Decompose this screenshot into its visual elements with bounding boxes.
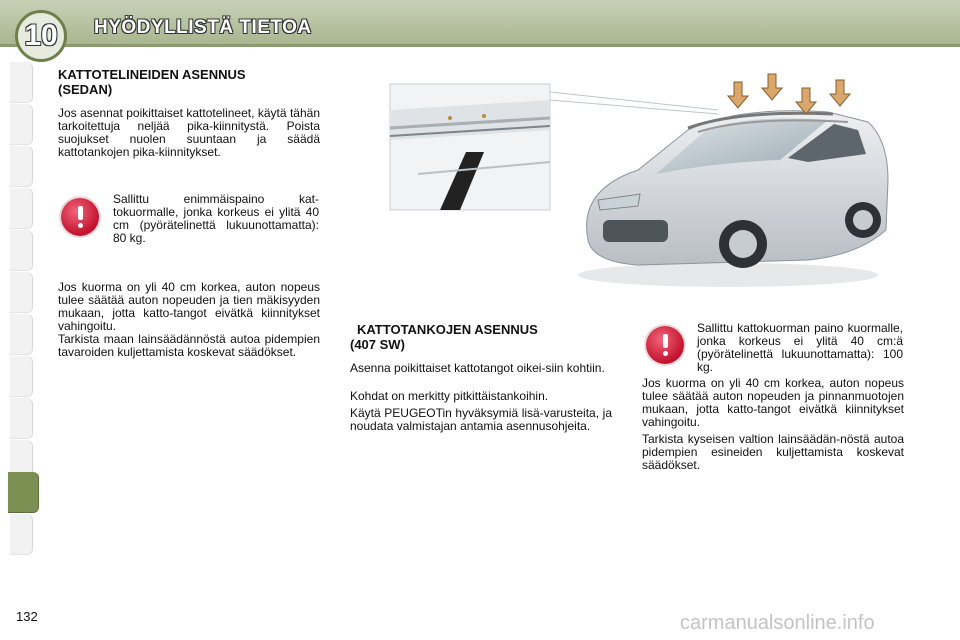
heading-line: KATTOTANKOJEN ASENNUS <box>357 322 538 337</box>
chapter-tab[interactable] <box>10 398 33 439</box>
heading-line: KATTOTELINEIDEN ASENNUS <box>58 67 246 82</box>
chapter-tab[interactable] <box>10 356 33 397</box>
chapter-tab[interactable] <box>10 514 33 555</box>
chapter-tab[interactable] <box>10 146 33 187</box>
chapter-tab[interactable] <box>10 230 33 271</box>
warning-icon <box>646 326 684 364</box>
heading-line: (SEDAN) <box>58 82 113 97</box>
chapter-tabs <box>10 62 34 577</box>
warning-icon <box>61 198 99 236</box>
heading-line: (407 SW) <box>350 337 405 352</box>
car-image <box>578 111 888 287</box>
sw-warning-text: Sallittu kattokuorman paino kuormalle, jonka korkeus ei ylitä 40 cm:ä (pyörätelinettä lukuunottamatta): 100 kg. <box>697 321 903 374</box>
header-rule <box>0 44 960 47</box>
car-roof-rack-illustration <box>388 70 900 295</box>
sedan-paragraph: Tarkista maan lainsäädännöstä autoa pidempien tavaroiden kuljettamista koskevat säädökset. <box>58 332 320 359</box>
sw-law-paragraph: Tarkista kyseisen valtion lainsäädän-nöstä autoa pidempien esineiden kuljettamista koskevat säädökset. <box>642 432 904 472</box>
sw-paragraph: Käytä PEUGEOTin hyväksymiä lisä-varusteita, ja noudata valmistajan antamia asennusohjeita. <box>350 406 612 433</box>
chapter-tab[interactable] <box>10 272 33 313</box>
section-heading-sw <box>350 322 610 352</box>
chapter-tab[interactable] <box>10 314 33 355</box>
sw-paragraph: Kohdat on merkitty pitkittäistankoihin. <box>350 389 549 403</box>
chapter-tab-active[interactable] <box>8 472 39 513</box>
sw-paragraph: Asenna poikittaiset kattotangot oikei-siin kohtiin. <box>350 361 605 375</box>
watermark: carmanualsonline.info <box>680 612 875 634</box>
mounting-point-arrows <box>728 74 850 114</box>
sedan-paragraph: Jos kuorma on yli 40 cm korkea, auton nopeus tulee säätää auton nopeuden ja tien mäkisyyden mukaan, jotta katto-tangot eivätkä kiinnitykset vahingoitu. <box>58 280 320 333</box>
sedan-intro: Jos asennat poikittaiset kattotelineet, käytä tähän tarkoitettuja neljää pika-kiinnitystä. Poista suojukset nuolen suuntaan ja säädä kattotankojen pika-kiinnitykset. <box>58 106 320 159</box>
sw-load-paragraph: Jos kuorma on yli 40 cm korkea, auton nopeus tulee säätää auton nopeuden ja pinnanmuotojen mukaan, jotta katto-tangot eivätkä kiinnitykset vahingoitu. <box>642 376 904 429</box>
chapter-number-badge: 10 <box>15 10 67 62</box>
section-heading-sedan <box>58 67 318 97</box>
chapter-tab[interactable] <box>10 62 33 103</box>
chapter-tab[interactable] <box>10 188 33 229</box>
chapter-tab[interactable] <box>10 104 33 145</box>
page-title: HYÖDYLLISTÄ TIETOA <box>94 17 312 38</box>
page-number: 132 <box>16 609 38 624</box>
sedan-warning-text: Sallittu enimmäispaino kat-tokuormalle, jonka korkeus ei ylitä 40 cm (pyörätelinettä lukuunottamatta): 80 kg. <box>113 192 319 245</box>
